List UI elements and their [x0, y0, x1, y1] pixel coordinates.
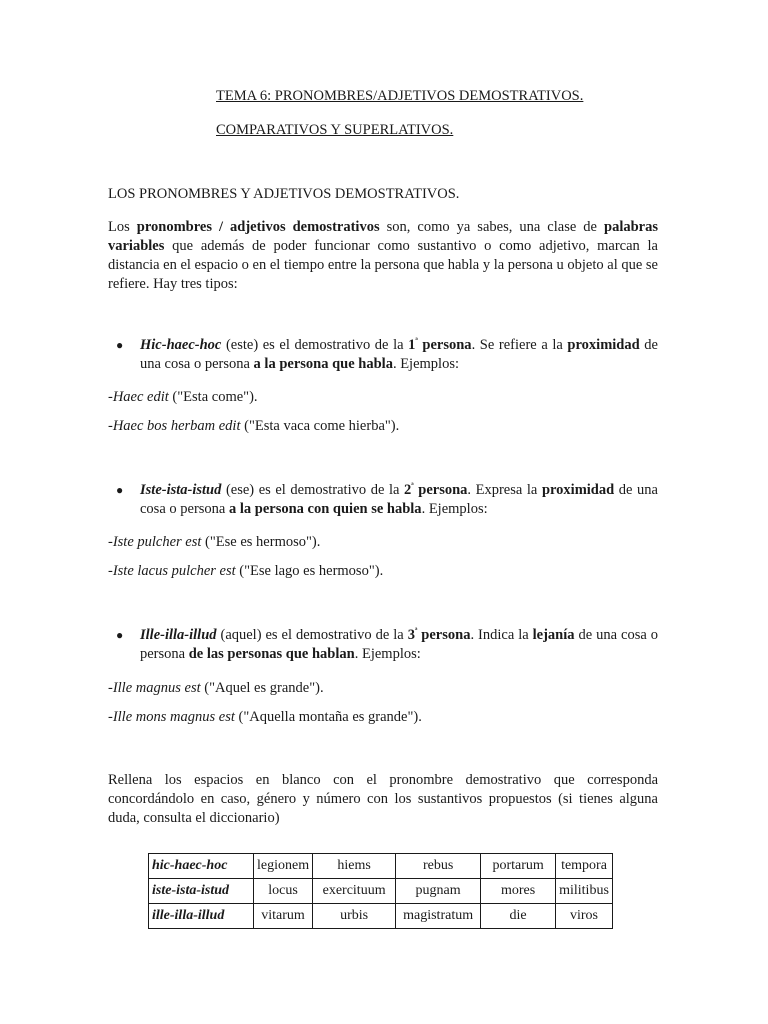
bullet-1-b1: proximidad	[567, 337, 640, 353]
bullet-2-term: Iste-ista-istud	[140, 482, 222, 498]
table-cell: locus	[254, 879, 313, 904]
bullet-dot: ●	[116, 628, 124, 642]
example-translation: ("Esta come").	[168, 389, 258, 405]
bullet-dot: ●	[116, 483, 124, 497]
table-row	[149, 904, 613, 929]
row-header: ille-illa-illud	[149, 904, 254, 929]
table-row	[149, 879, 613, 904]
table-cell: rebus	[396, 854, 481, 879]
exercise-table	[148, 853, 613, 929]
bullet-3-ordinal: 3	[407, 627, 415, 643]
example-line	[108, 708, 422, 727]
table-cell: magistratum	[396, 904, 481, 929]
bullet-2-person: persona	[413, 482, 468, 498]
page-title: TEMA 6: PRONOMBRES/ADJETIVOS DEMOSTRATIVOS.	[216, 88, 584, 104]
bullet-2-b1: proximidad	[541, 482, 615, 498]
example-translation: ("Aquel es grande").	[200, 680, 324, 696]
bullet-2-b2: a la persona con quien se habla	[228, 501, 422, 517]
bullet-1-t3: de una cosa o persona	[140, 337, 658, 372]
table-cell: legionem	[254, 854, 313, 879]
row-header: hic-haec-hoc	[149, 854, 254, 879]
intro-bold-1: pronombres / adjetivos demostrativos	[136, 219, 380, 235]
example-translation: ("Esta vaca come hierba").	[240, 418, 400, 434]
bullet-1-b2: a la persona que habla	[253, 356, 393, 372]
bullet-3-t3: de una cosa o persona	[140, 627, 658, 662]
bullet-2-t2: . Expresa la	[467, 482, 542, 498]
bullet-1-sup: ª	[415, 336, 418, 345]
table-cell: hiems	[313, 854, 396, 879]
bullet-3-sup: ª	[414, 626, 418, 635]
bullet-3-b1: lejanía	[532, 627, 575, 643]
bullet-3-t4: . Ejemplos:	[354, 646, 421, 662]
table-cell: urbis	[313, 904, 396, 929]
example-latin: -Ille magnus est	[108, 680, 201, 696]
bullet-1-t2: . Se refiere a la	[471, 337, 568, 353]
example-latin: -Iste pulcher est	[108, 534, 202, 550]
bullet-2-text	[140, 481, 658, 519]
bullet-3-b2: de las personas que hablan	[188, 646, 355, 662]
intro-text-2: son, como ya sabes, una clase de	[379, 219, 604, 235]
example-translation: ("Aquella montaña es grande").	[234, 709, 422, 725]
bullet-2-t1: (ese) es el demostrativo de la	[221, 482, 405, 498]
bullet-2-t3: de una cosa o persona	[140, 482, 658, 517]
section-heading: LOS PRONOMBRES Y ADJETIVOS DEMOSTRATIVOS.	[108, 186, 460, 202]
page-subtitle: COMPARATIVOS Y SUPERLATIVOS.	[216, 122, 454, 138]
table-cell: pugnam	[396, 879, 481, 904]
bullet-3-t1: (aquel) es el demostrativo de la	[216, 627, 408, 643]
example-line	[108, 417, 399, 436]
example-translation: ("Ese lago es hermoso").	[235, 563, 384, 579]
bullet-3-person: persona	[417, 627, 471, 643]
bullet-2-sup: ª	[411, 481, 414, 490]
example-translation: ("Ese es hermoso").	[201, 534, 321, 550]
example-latin: -Ille mons magnus est	[108, 709, 235, 725]
table-cell: portarum	[481, 854, 556, 879]
bullet-2-t4: . Ejemplos:	[421, 501, 488, 517]
intro-paragraph	[108, 218, 658, 294]
bullet-3-term: Ille-illa-illud	[140, 627, 217, 643]
table-cell: mores	[481, 879, 556, 904]
bullet-dot: ●	[116, 338, 124, 352]
bullet-1-term: Hic-haec-hoc	[140, 337, 222, 353]
bullet-1-ordinal: 1	[408, 337, 416, 353]
bullet-3-text	[140, 626, 658, 664]
example-line	[108, 533, 320, 552]
example-line	[108, 388, 258, 407]
example-line	[108, 562, 383, 581]
intro-text-1: Los	[108, 219, 137, 235]
example-line	[108, 679, 324, 698]
example-latin: -Haec bos herbam edit	[108, 418, 241, 434]
example-latin: -Iste lacus pulcher est	[108, 563, 236, 579]
table-cell: tempora	[556, 854, 613, 879]
bullet-1-text	[140, 336, 658, 374]
table-cell: die	[481, 904, 556, 929]
bullet-1-person: persona	[417, 337, 472, 353]
bullet-3-t2: . Indica la	[470, 627, 533, 643]
intro-bold-2: palabras variables	[108, 219, 658, 254]
example-latin: -Haec edit	[108, 389, 169, 405]
bullet-2-ordinal: 2	[404, 482, 412, 498]
table-cell: militibus	[556, 879, 613, 904]
table-cell: viros	[556, 904, 613, 929]
exercise-instructions: Rellena los espacios en blanco con el pronombre demostrativo que corresponda concordándolo en caso, género y número con los sustantivos propuestos (si tienes alguna duda, consulta el diccionario)	[108, 772, 658, 826]
bullet-1-t1: (este) es el demostrativo de la	[221, 337, 409, 353]
bullet-1-t4: . Ejemplos:	[392, 356, 460, 372]
table-cell: vitarum	[254, 904, 313, 929]
table-row	[149, 854, 613, 879]
intro-text-3: que además de poder funcionar como sustantivo o como adjetivo, marcan la distancia en el espacio o en el tiempo entre la persona que habla y la persona u objeto al que se refiere. Hay tres tipos:	[108, 238, 658, 292]
row-header: iste-ista-istud	[149, 879, 254, 904]
table-cell: exercituum	[313, 879, 396, 904]
